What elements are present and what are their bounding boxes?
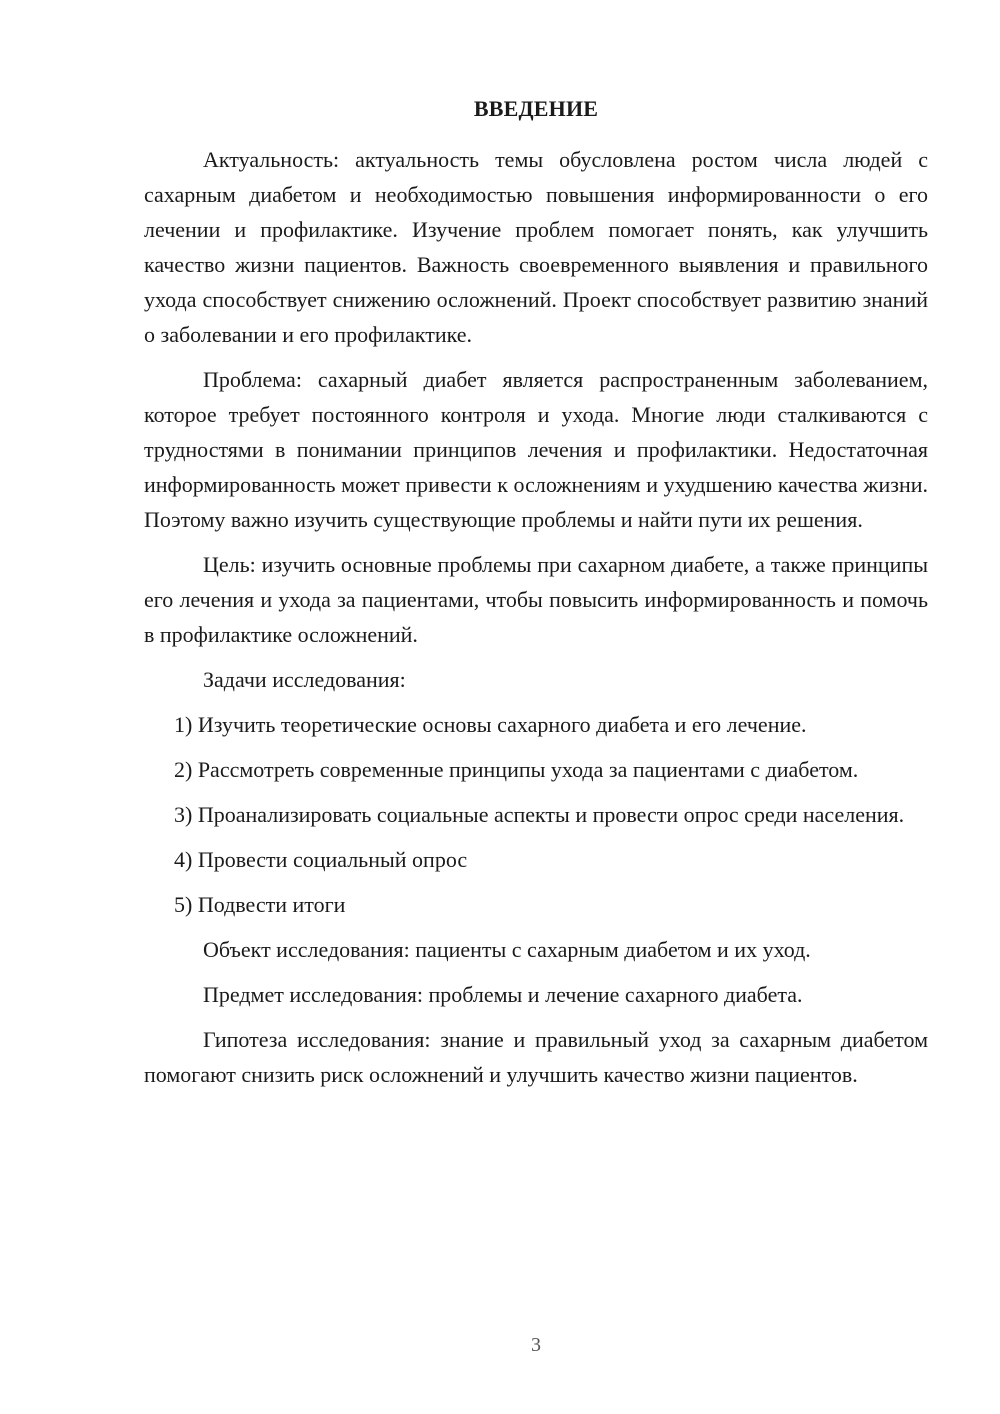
paragraph-goal: Цель: изучить основные проблемы при сахарном диабете, а также принципы его лечения и ухода за пациентами, чтобы повысить информированность и помочь в профилактике осложнений. — [144, 552, 928, 647]
task-item-1: 1) Изучить теоретические основы сахарного диабета и его лечение. — [174, 712, 807, 737]
task-item-3: 3) Проанализировать социальные аспекты и провести опрос среди населения. — [174, 802, 905, 827]
section-title: ВВЕДЕНИЕ — [473, 96, 599, 121]
page-number: 3 — [531, 1334, 541, 1356]
task-item-2: 2) Рассмотреть современные принципы ухода за пациентами с диабетом. — [174, 757, 859, 782]
document-body — [144, 142, 928, 1102]
paragraph-hypothesis: Гипотеза исследования: знание и правильный уход за сахарным диабетом помогают снизить риск осложнений и улучшить качество жизни пациентов. — [144, 1027, 928, 1087]
paragraph-relevance: Актуальность: актуальность темы обусловлена ростом числа людей с сахарным диабетом и необходимостью повышения информированности о его лечении и профилактике. Изучение проблем помогает понять, как улучшить качество жизни пациентов. Важность своевременного выявления и правильного ухода способствует снижению осложнений. Проект способствует развитию знаний о заболевании и его профилактике. — [144, 147, 928, 347]
paragraph-object: Объект исследования: пациенты с сахарным диабетом и их уход. — [203, 937, 811, 962]
paragraph-subject: Предмет исследования: проблемы и лечение сахарного диабета. — [203, 982, 803, 1007]
task-item-4: 4) Провести социальный опрос — [174, 847, 468, 872]
tasks-heading: Задачи исследования: — [203, 667, 406, 692]
task-item-5: 5) Подвести итоги — [174, 892, 346, 917]
paragraph-problem: Проблема: сахарный диабет является распространенным заболеванием, которое требует постоянного контроля и ухода. Многие люди сталкиваются с трудностями в понимании принципов лечения и профилактики. Недостаточная информированность может привести к осложнениям и ухудшению качества жизни. Поэтому важно изучить существующие проблемы и найти пути их решения. — [144, 367, 928, 532]
